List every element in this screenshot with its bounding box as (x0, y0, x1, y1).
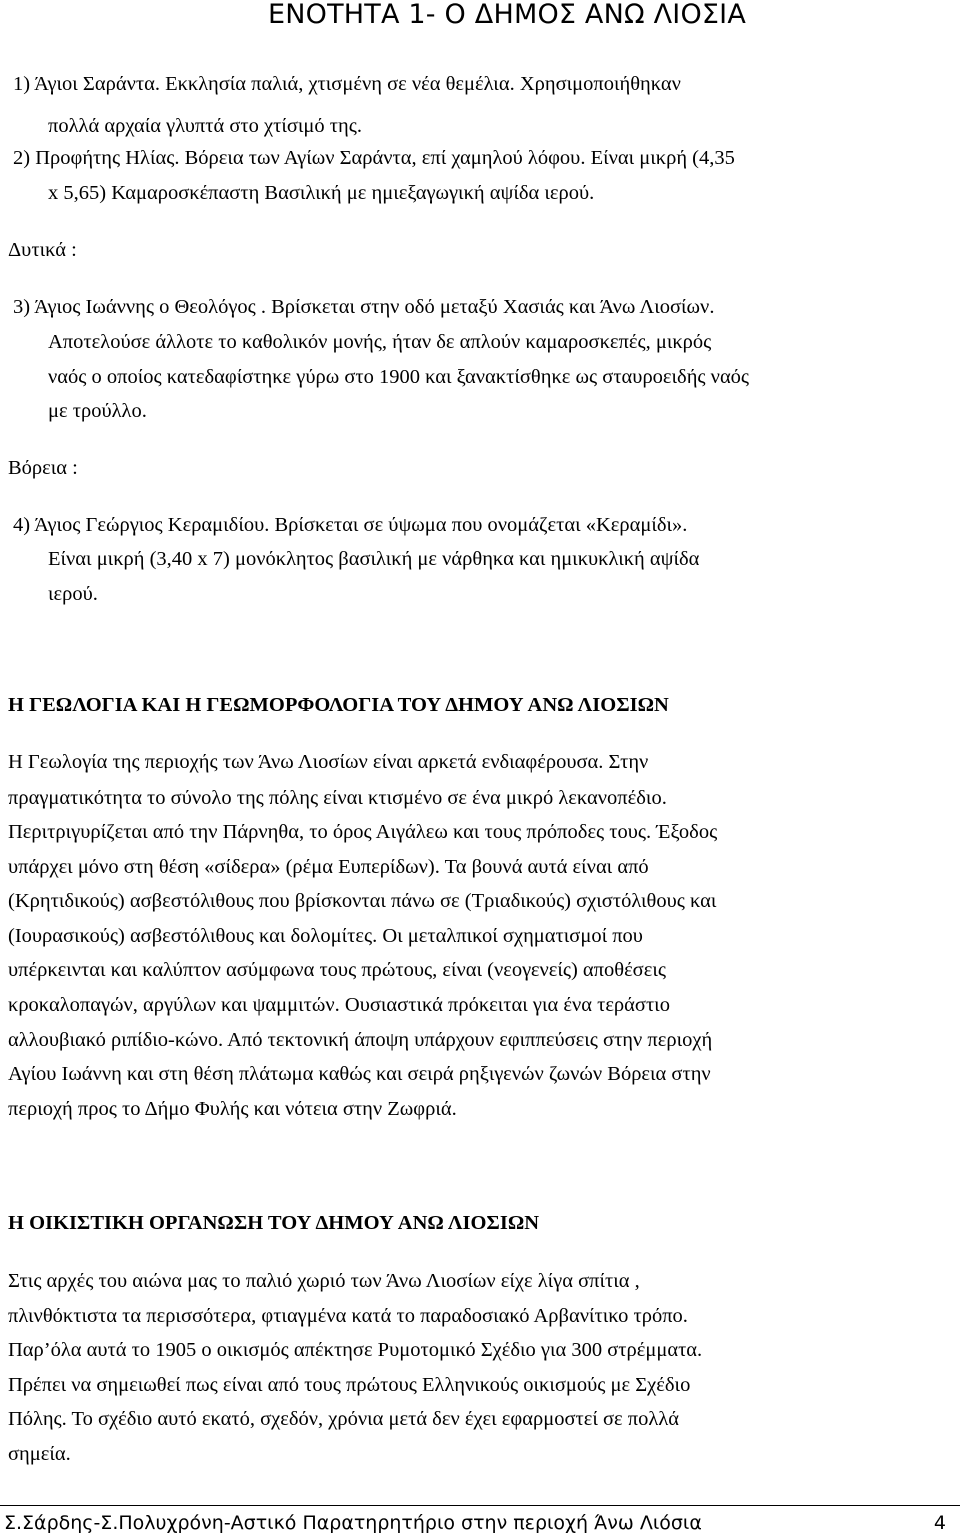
paragraph-line: Πόλης. Το σχέδιο αυτό εκατό, σχεδόν, χρόνια μετά δεν έχει εφαρμοστεί σε πολλά (8, 1408, 679, 1430)
paragraph-line: Περιτριγυρίζεται από την Πάρνηθα, το όρος Αιγάλεω και τους πρόποδες τους. Έξοδος (8, 821, 718, 843)
page-number: 4 (933, 1512, 946, 1534)
list-item-3: 3) Άγιος Ιωάννης ο Θεολόγος . Βρίσκεται στην οδό μεταξύ Χασιάς και Άνω Λιοσίων. (13, 296, 715, 318)
list-item-3-continuation: Αποτελούσε άλλοτε το καθολικόν μονής, ήταν δε απλούν καμαροσκεπές, μικρός (48, 331, 712, 353)
list-item-4: 4) Άγιος Γεώργιος Κεραμιδίου. Βρίσκεται σε ύψωμα που ονομάζεται «Κεραμίδι». (13, 514, 688, 536)
list-item-4-continuation: Είναι μικρή (3,40 x 7) μονόκλητος βασιλική με νάρθηκα και ημικυκλική αψίδα (48, 548, 700, 570)
list-item-4-continuation: ιερού. (48, 583, 98, 605)
list-item-3-continuation: με τρούλλο. (48, 400, 147, 422)
paragraph-line: (Κρητιδικούς) ασβεστόλιθους που βρίσκονται πάνω σε (Τριαδικούς) σχιστόλιθους και (8, 890, 717, 912)
paragraph-line: περιοχή προς το Δήμο Φυλής και νότεια στην Ζωφριά. (8, 1098, 457, 1120)
list-item-1: 1) Άγιοι Σαράντα. Εκκλησία παλιά, χτισμένη σε νέα θεμέλια. Χρησιμοποιήθηκαν (13, 73, 681, 95)
list-item-1-continuation: πολλά αρχαία γλυπτά στο χτίσιμό της. (48, 115, 362, 137)
paragraph-line: (Ιουρασικούς) ασβεστόλιθους και δολομίτες. Οι μεταλπικοί σχηματισμοί που (8, 925, 643, 947)
subheading-north: Βόρεια : (8, 457, 78, 479)
subheading-west: Δυτικά : (8, 239, 77, 261)
paragraph-line: υπάρχει μόνο στη θέση «σίδερα» (ρέμα Ευπερίδων). Τα βουνά αυτά είναι από (8, 856, 649, 878)
paragraph-line: υπέρκεινται και καλύπτον ασύμφωνα τους πρώτους, είναι (νεογενείς) αποθέσεις (8, 959, 666, 981)
section-heading-settlement: Η ΟΙΚΙΣΤΙΚΗ ΟΡΓΑΝΩΣΗ ΤΟΥ ΔΗΜΟΥ ΑΝΩ ΛΙΟΣΙΩΝ (8, 1212, 540, 1234)
footer-divider (0, 1505, 960, 1506)
list-item-2-continuation: x 5,65) Καμαροσκέπαστη Βασιλική με ημιεξαγωγική αψίδα ιερού. (48, 182, 595, 204)
paragraph-line: πραγματικότητα το σύνολο της πόλης είναι κτισμένο σε ένα μικρό λεκανοπέδιο. (8, 787, 667, 809)
paragraph-line: Στις αρχές του αιώνα μας το παλιό χωριό των Άνω Λιοσίων είχε λίγα σπίτια , (8, 1270, 640, 1292)
paragraph-line: Η Γεωλογία της περιοχής των Άνω Λιοσίων είναι αρκετά ενδιαφέρουσα. Στην (8, 751, 649, 773)
section-heading-geology: Η ΓΕΩΛΟΓΙΑ ΚΑΙ Η ΓΕΩΜΟΡΦΟΛΟΓΙΑ ΤΟΥ ΔΗΜΟΥ ΑΝΩ ΛΙΟΣΙΩΝ (8, 694, 669, 716)
footer-text: Σ.Σάρδης-Σ.Πολυχρόνη-Αστικό Παρατηρητήριο στην περιοχή Άνω Λιόσια (4, 1512, 702, 1534)
paragraph-line: κροκαλοπαγών, αργύλων και ψαμμιτών. Ουσιαστικά πρόκειται για ένα τεράστιο (8, 994, 670, 1016)
paragraph-line: Πρέπει να σημειωθεί πως είναι από τους πρώτους Ελληνικούς οικισμούς με Σχέδιο (8, 1374, 691, 1396)
paragraph-line: Παρ’όλα αυτά το 1905 ο οικισμός απέκτησε Ρυμοτομικό Σχέδιο για 300 στρέμματα. (8, 1339, 703, 1361)
paragraph-line: αλλουβιακό ριπίδιο-κώνο. Από τεκτονική άποψη υπάρχουν εφιππεύσεις στην περιοχή (8, 1029, 713, 1051)
paragraph-line: πλινθόκτιστα τα περισσότερα, φτιαγμένα κατά το παραδοσιακό Αρβανίτικο τρόπο. (8, 1305, 688, 1327)
page-header-title: ΕΝΟΤΗΤΑ 1- Ο ΔΗΜΟΣ ΑΝΩ ΛΙΟΣΙΑ (267, 0, 746, 30)
list-item-2: 2) Προφήτης Ηλίας. Βόρεια των Αγίων Σαράντα, επί χαμηλού λόφου. Είναι μικρή (4,35 (13, 147, 735, 169)
list-item-3-continuation: ναός ο οποίος κατεδαφίστηκε γύρω στο 1900 και ξανακτίσθηκε ως σταυροειδής ναός (48, 366, 750, 388)
paragraph-line: σημεία. (8, 1443, 71, 1465)
paragraph-line: Αγίου Ιωάννη και στη θέση πλάτωμα καθώς και σειρά ρηξιγενών ζωνών Βόρεια στην (8, 1063, 711, 1085)
